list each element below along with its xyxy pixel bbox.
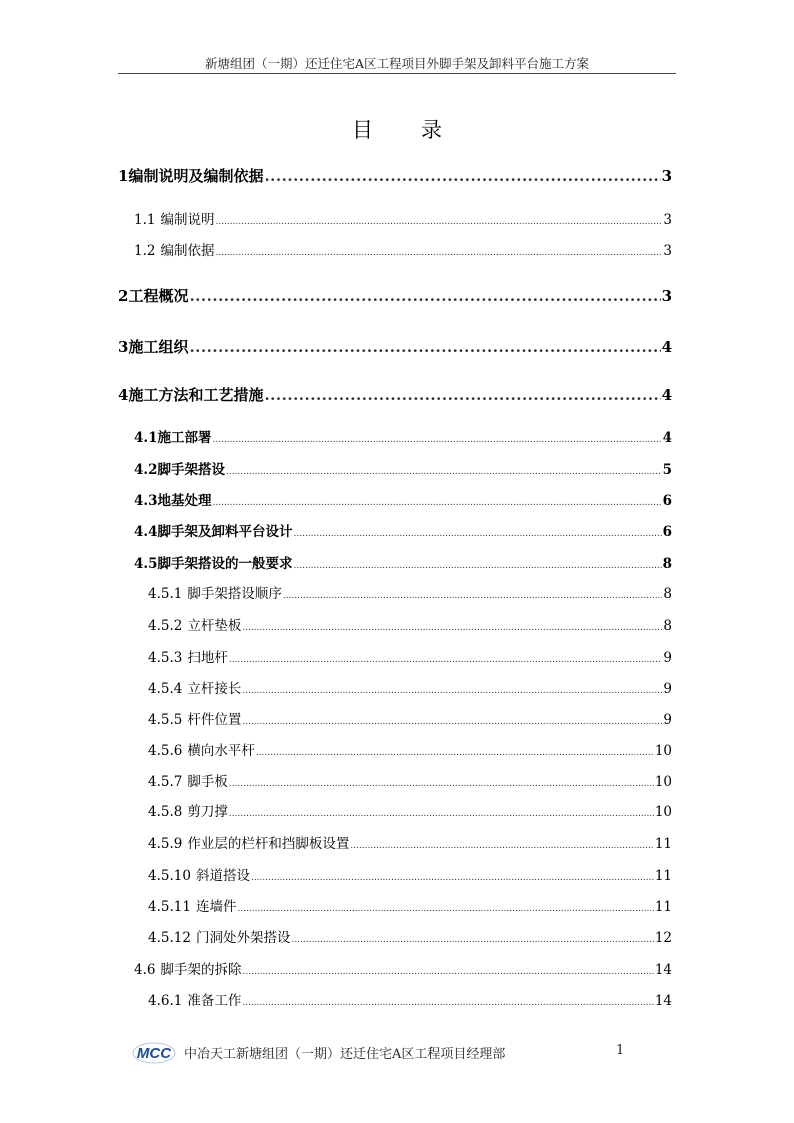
toc-number: 4.5.6 <box>148 743 183 759</box>
toc-label: 准备工作 <box>187 993 242 1009</box>
toc-entry[interactable] <box>118 337 672 357</box>
toc-entry[interactable] <box>118 522 672 544</box>
toc-label: 施工部署 <box>157 430 212 446</box>
toc-label: 扫地杆 <box>187 650 228 666</box>
toc-entry[interactable] <box>118 802 672 824</box>
toc-label: 编制说明及编制依据 <box>128 167 264 185</box>
toc-page: 9 <box>663 712 672 728</box>
toc-entry[interactable] <box>118 834 672 856</box>
toc-leader <box>251 868 654 888</box>
toc-number: 4.5.4 <box>148 681 183 697</box>
toc-entry[interactable] <box>118 928 672 950</box>
toc-entry[interactable] <box>118 897 672 919</box>
toc-page: 14 <box>654 962 672 978</box>
toc-page: 3 <box>661 167 672 185</box>
toc-page: 14 <box>654 993 672 1009</box>
toc-page: 4 <box>661 338 672 356</box>
toc-label: 横向水平杆 <box>187 743 255 759</box>
toc-entry[interactable] <box>118 679 672 701</box>
toc-page: 8 <box>663 618 672 634</box>
toc-number: 4.3 <box>134 493 158 509</box>
header-rule <box>118 73 676 74</box>
toc-leader <box>229 774 654 794</box>
toc-leader <box>242 993 653 1013</box>
toc-entry[interactable] <box>118 210 672 232</box>
toc-label: 脚手架的拆除 <box>160 962 242 978</box>
mcc-logo-icon <box>132 1042 176 1064</box>
toc-number: 4.5.2 <box>148 618 183 634</box>
toc-number: 4.4 <box>134 524 158 540</box>
toc-leader <box>264 385 660 405</box>
toc-label: 门洞处外架搭设 <box>195 930 291 946</box>
toc-page: 4 <box>661 386 672 404</box>
toc-entry[interactable] <box>118 428 672 450</box>
toc-page: 8 <box>663 586 672 602</box>
toc-page: 3 <box>663 212 672 228</box>
toc-number: 4 <box>118 386 129 404</box>
toc-number: 2 <box>118 287 129 305</box>
toc-label: 脚手架及卸料平台设计 <box>157 524 293 540</box>
toc-label: 立杆垫板 <box>187 618 242 634</box>
toc-number: 4.5.8 <box>148 804 183 820</box>
toc-label: 立杆接长 <box>187 681 242 697</box>
toc-page: 10 <box>654 743 672 759</box>
toc-number: 4.2 <box>134 462 158 478</box>
toc-page: 6 <box>662 493 672 509</box>
toc-entry[interactable] <box>118 741 672 763</box>
toc-page: 11 <box>654 836 672 852</box>
toc-page: 5 <box>662 462 672 478</box>
toc-leader <box>229 650 663 670</box>
toc-number: 4.5.5 <box>148 712 183 728</box>
toc-number: 3 <box>118 338 129 356</box>
page-number: 1 <box>616 1043 625 1058</box>
toc-page: 10 <box>654 804 672 820</box>
toc-entry[interactable] <box>118 166 672 186</box>
toc-entry[interactable] <box>118 991 672 1013</box>
toc-entry[interactable] <box>118 960 672 982</box>
toc-leader <box>237 899 653 919</box>
toc-number: 4.5.12 <box>148 930 191 946</box>
toc-page: 6 <box>662 524 672 540</box>
toc-entry[interactable] <box>118 241 672 263</box>
toc-leader <box>213 430 662 450</box>
toc-leader <box>350 836 653 856</box>
toc-number: 4.5.3 <box>148 650 183 666</box>
toc-leader <box>189 286 660 306</box>
toc-leader <box>294 524 662 544</box>
toc-leader <box>229 804 654 824</box>
toc-number: 4.5.1 <box>148 586 183 602</box>
toc-entry[interactable] <box>118 385 672 405</box>
toc-number: 4.5.9 <box>148 836 183 852</box>
toc-leader <box>189 337 660 357</box>
toc-label: 编制说明 <box>160 212 215 228</box>
toc-page: 11 <box>654 868 672 884</box>
toc-label: 工程概况 <box>128 287 189 305</box>
toc-leader <box>226 462 662 482</box>
toc-entry[interactable] <box>118 772 672 794</box>
page-header: 新塘组团（一期）还迁住宅A区工程项目外脚手架及卸料平台施工方案 <box>204 56 590 71</box>
toc-leader <box>242 618 662 638</box>
logo-text: MCC <box>136 1045 172 1062</box>
toc-entry[interactable] <box>118 648 672 670</box>
toc-leader <box>215 212 662 232</box>
toc-number: 4.5 <box>134 556 158 572</box>
toc-page: 3 <box>661 287 672 305</box>
toc-number: 1.1 <box>134 212 156 228</box>
toc-label: 脚手架搭设 <box>157 462 225 478</box>
toc-label: 施工组织 <box>128 338 189 356</box>
footer-text: 中冶天工新塘组团（一期）还迁住宅A区工程项目经理部 <box>184 1047 506 1062</box>
page-title: 目录 <box>352 118 490 142</box>
toc-number: 4.6 <box>134 962 156 978</box>
toc-leader <box>294 556 662 576</box>
toc-page: 9 <box>663 650 672 666</box>
toc-label: 连墙件 <box>195 899 237 915</box>
toc-label: 杆件位置 <box>187 712 242 728</box>
toc-page: 12 <box>654 930 672 946</box>
page-footer <box>132 1040 632 1064</box>
toc-page: 10 <box>654 774 672 790</box>
toc-entry[interactable] <box>118 866 672 888</box>
toc-number: 1.2 <box>134 243 156 259</box>
toc-number: 4.5.10 <box>148 868 191 884</box>
toc-number: 1 <box>118 167 129 185</box>
toc-page: 8 <box>662 556 672 572</box>
toc-entry[interactable] <box>118 616 672 638</box>
toc-label: 脚手架搭设顺序 <box>187 586 282 602</box>
toc-label: 地基处理 <box>157 493 212 509</box>
toc-label: 剪刀撑 <box>187 804 228 820</box>
toc-entry[interactable] <box>118 584 672 606</box>
toc-entry[interactable] <box>118 554 672 576</box>
toc-leader <box>213 493 662 513</box>
toc-leader <box>215 243 662 263</box>
toc-label: 编制依据 <box>160 243 215 259</box>
toc-page: 3 <box>663 243 672 259</box>
toc-number: 4.5.7 <box>148 774 183 790</box>
toc-label: 施工方法和工艺措施 <box>128 386 264 404</box>
toc-leader <box>256 743 654 763</box>
toc-leader <box>291 930 653 950</box>
toc-label: 斜道搭设 <box>195 868 250 884</box>
toc-label: 作业层的栏杆和挡脚板设置 <box>187 836 350 852</box>
toc-page: 11 <box>654 899 672 915</box>
toc-number: 4.5.11 <box>148 899 191 915</box>
toc-leader <box>242 681 662 701</box>
toc-leader <box>242 712 662 732</box>
toc-entry[interactable] <box>118 710 672 732</box>
toc-page: 9 <box>663 681 672 697</box>
toc-page: 4 <box>662 430 672 446</box>
toc-entry[interactable] <box>118 491 672 513</box>
toc-number: 4.1 <box>134 430 158 446</box>
toc-number: 4.6.1 <box>148 993 183 1009</box>
toc-leader <box>264 166 660 186</box>
toc-label: 脚手板 <box>187 774 228 790</box>
toc-entry[interactable] <box>118 460 672 482</box>
toc-label: 脚手架搭设的一般要求 <box>157 556 293 572</box>
toc-leader <box>242 962 653 982</box>
toc-leader <box>283 586 663 606</box>
toc-entry[interactable] <box>118 286 672 306</box>
